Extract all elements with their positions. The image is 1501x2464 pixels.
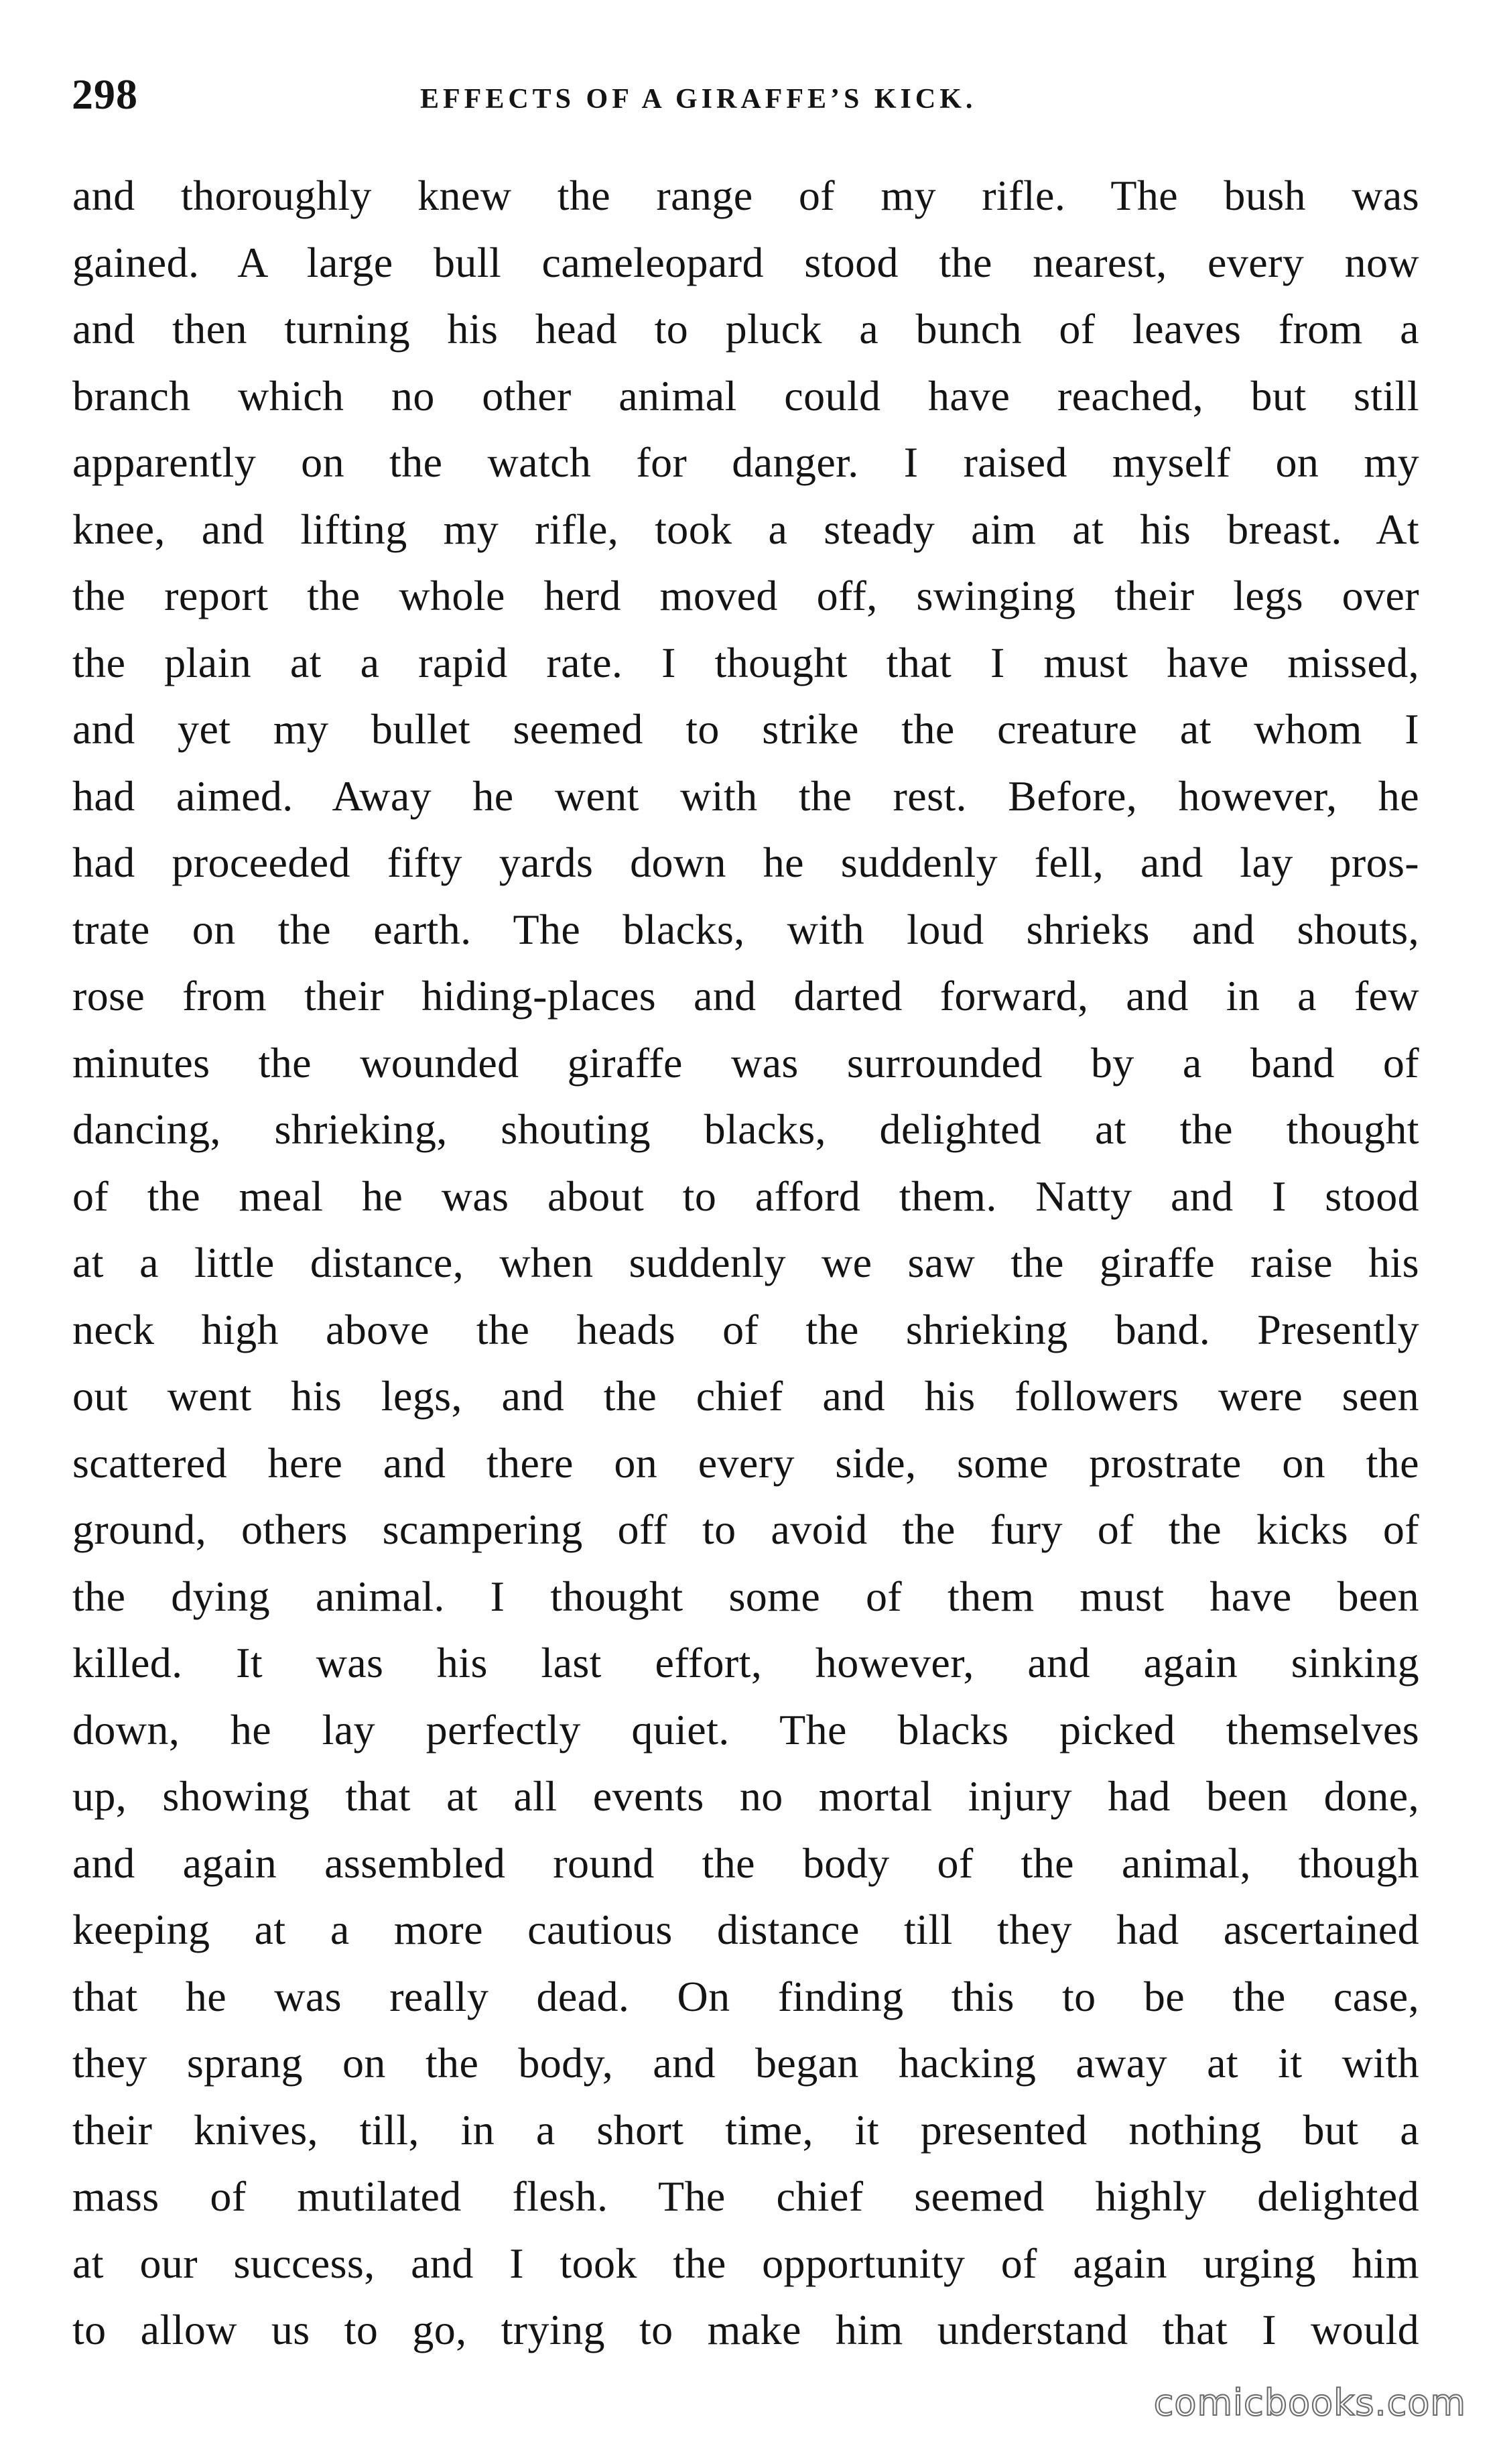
text-line: mass of mutilated flesh. The chief seemed highly delighted <box>72 2172 1419 2220</box>
text-line: the dying animal. I thought some of them must have been <box>72 1572 1419 1620</box>
text-line: dancing, shrieking, shouting blacks, delighted at the thought <box>72 1105 1419 1153</box>
page-number: 298 <box>72 70 138 118</box>
text-line: had proceeded fifty yards down he suddenly fell, and lay pros- <box>72 839 1419 886</box>
text-line: gained. A large bull cameleopard stood the nearest, every now <box>72 238 1419 286</box>
text-line: knee, and lifting my rifle, took a steady aim at his breast. At <box>72 505 1419 553</box>
text-line: and yet my bullet seemed to strike the creature at whom I <box>72 705 1419 753</box>
text-line: their knives, till, in a short time, it presented nothing but a <box>72 2105 1419 2154</box>
text-line: out went his legs, and the chief and his followers were seen <box>72 1372 1419 1420</box>
text-line: and then turning his head to pluck a bunch of leaves from a <box>72 305 1419 353</box>
text-line: of the meal he was about to afford them. Natty and I stood <box>72 1172 1419 1220</box>
text-line: up, showing that at all events no mortal injury had been done, <box>72 1772 1419 1820</box>
text-line: to allow us to go, trying to make him understand that I would <box>72 2306 1419 2353</box>
text-line: keeping at a more cautious distance till they had ascertained <box>72 1906 1419 1953</box>
text-line: had aimed. Away he went with the rest. Before, however, he <box>72 772 1419 820</box>
text-line: scattered here and there on every side, some prostrate on the <box>72 1438 1419 1487</box>
running-head: EFFECTS OF A GIRAFFE’S KICK. <box>420 84 977 115</box>
text-line: killed. It was his last effort, however, and again sinking <box>72 1639 1419 1686</box>
text-line: down, he lay perfectly quiet. The blacks picked themselves <box>72 1705 1419 1753</box>
text-line: that he was really dead. On finding this to be the case, <box>72 1972 1419 2020</box>
text-line: and again assembled round the body of the animal, though <box>72 1839 1419 1887</box>
text-line: neck high above the heads of the shrieking band. Presently <box>72 1305 1419 1353</box>
text-line: the plain at a rapid rate. I thought that I must have missed, <box>72 638 1419 686</box>
text-line: trate on the earth. The blacks, with loud shrieks and shouts, <box>72 905 1419 953</box>
text-line: ground, others scampering off to avoid the fury of the kicks of <box>72 1505 1419 1553</box>
text-line: rose from their hiding-places and darted forward, and in a few <box>72 972 1419 1020</box>
text-line: branch which no other animal could have reached, but still <box>72 371 1419 420</box>
page-header <box>72 64 1432 125</box>
text-line: apparently on the watch for danger. I raised myself on my <box>72 438 1419 486</box>
body-text <box>72 162 1419 2363</box>
text-line: at our success, and I took the opportunity of again urging him <box>72 2239 1419 2287</box>
text-line: the report the whole herd moved off, swinging their legs over <box>72 572 1419 619</box>
text-line: minutes the wounded giraffe was surrounded by a band of <box>72 1038 1419 1087</box>
watermark: comicbooks.com <box>1153 2382 1466 2424</box>
text-line: they sprang on the body, and began hacking away at it with <box>72 2039 1419 2087</box>
text-line: at a little distance, when suddenly we saw the giraffe raise his <box>72 1239 1419 1286</box>
text-line: and thoroughly knew the range of my rifle. The bush was <box>72 172 1419 219</box>
